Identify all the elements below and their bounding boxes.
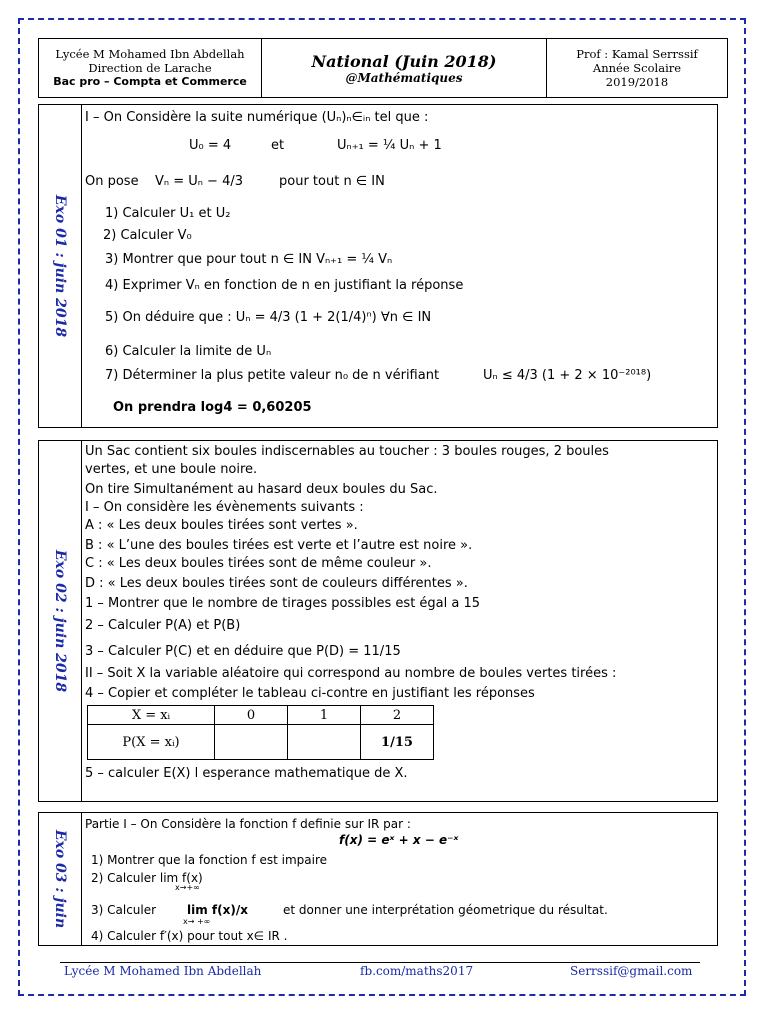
ex1-u0: U₀ = 4 xyxy=(189,138,232,153)
table-cell: P(X = xᵢ) xyxy=(88,725,215,760)
ex1-q7-inequality: Uₙ ≤ 4/3 (1 + 2 × 10⁻²⁰¹⁸) xyxy=(483,368,652,383)
ex2-q2: 2 – Calculer P(A) et P(B) xyxy=(85,618,241,633)
ex2-event-c: C : « Les deux boules tirées sont de même couleur ». xyxy=(85,556,432,571)
ex1-intro: I – On Considère la suite numérique (Uₙ)ₙ∈ᵢₙ tel que : xyxy=(85,110,429,125)
ex1-et: et xyxy=(271,138,285,153)
table-cell: 1/15 xyxy=(361,725,434,760)
ex1-vn: Vₙ = Uₙ − 4/3 xyxy=(155,174,244,189)
ex1-q4: 4) Exprimer Vₙ en fonction de n en justifiant la réponse xyxy=(105,278,464,293)
probability-table xyxy=(87,705,434,760)
ex1-log-hint: On prendra log4 = 0,60205 xyxy=(113,400,312,415)
ex1-q7: 7) Déterminer la plus petite valeur n₀ de n vérifiant xyxy=(105,368,440,383)
ex1-q3: 3) Montrer que pour tout n ∈ IN Vₙ₊₁ = ¼ Vₙ xyxy=(105,252,393,267)
ex3-q1: 1) Montrer que la fonction f est impaire xyxy=(91,853,328,867)
ex3-function: f(x) = eˣ + x − e⁻ˣ xyxy=(339,833,459,847)
ex2-q5: 5 – calculer E(X) l esperance mathematique de X. xyxy=(85,766,408,781)
table-cell: 2 xyxy=(361,706,434,725)
class-name: Bac pro – Compta et Commerce xyxy=(53,75,247,88)
ex1-pose: On pose xyxy=(85,174,139,189)
ex2-line2: vertes, et une boule noire. xyxy=(85,462,258,477)
doc-title: National (Juin 2018) xyxy=(311,51,497,71)
footer-school: Lycée M Mohamed Ibn Abdellah xyxy=(64,964,262,978)
header-left xyxy=(39,39,262,97)
footer-email-link[interactable]: Serrssif@gmail.com xyxy=(570,964,693,978)
ex2-line3: On tire Simultanément au hasard deux boules du Sac. xyxy=(85,482,438,497)
ex3-intro: Partie I – On Considère la fonction f definie sur IR par : xyxy=(85,817,411,831)
ex3-q2: 2) Calculer lim f(x) xyxy=(91,871,203,885)
school-year: 2019/2018 xyxy=(605,75,669,89)
ex1-q6: 6) Calculer la limite de Uₙ xyxy=(105,344,272,359)
exercise-2-label: Exo 02 : juin 2018 xyxy=(52,549,68,693)
ex2-part1: I – On considère les évènements suivants : xyxy=(85,500,364,515)
ex3-q2-sub: x→+∞ xyxy=(175,883,200,892)
ex3-q4: 4) Calculer f′(x) pour tout x∈ IR . xyxy=(91,929,288,943)
direction: Direction de Larache xyxy=(88,61,212,75)
ex1-q2: 2) Calculer V₀ xyxy=(103,228,192,243)
ex2-event-d: D : « Les deux boules tirées sont de couleurs différentes ». xyxy=(85,576,468,591)
exercise-2 xyxy=(38,440,718,802)
exercise-1-label: Exo 01 : juin 2018 xyxy=(52,194,68,338)
exercise-3-side xyxy=(39,813,82,945)
ex2-q3: 3 – Calculer P(C) et en déduire que P(D) = 11/15 xyxy=(85,644,401,659)
exercise-2-side xyxy=(39,441,82,801)
ex3-q3: 3) Calculer xyxy=(91,903,157,917)
footer-facebook-link[interactable]: fb.com/maths2017 xyxy=(360,964,474,978)
header-right xyxy=(547,39,727,97)
ex3-q3-limit: lim f(x)/x xyxy=(187,903,248,917)
school-name: Lycée M Mohamed Ibn Abdellah xyxy=(55,47,245,61)
table-row xyxy=(88,706,434,725)
table-cell: X = xᵢ xyxy=(88,706,215,725)
ex3-q3-rest: et donner une interprétation géometrique du résultat. xyxy=(283,903,608,917)
year-label: Année Scolaire xyxy=(592,61,682,75)
ex2-event-b: B : « L’une des boules tirées est verte et l’autre est noire ». xyxy=(85,538,473,553)
ex2-event-a: A : « Les deux boules tirées sont vertes ». xyxy=(85,518,358,533)
ex1-pour-tout: pour tout n ∈ IN xyxy=(279,174,385,189)
ex1-q5: 5) On déduire que : Uₙ = 4/3 (1 + 2(1/4)ⁿ) ∀n ∈ IN xyxy=(105,310,432,325)
ex1-q1: 1) Calculer U₁ et U₂ xyxy=(105,206,231,221)
exercise-3 xyxy=(38,812,718,946)
ex3-q3-sub: x→ +∞ xyxy=(183,917,211,926)
exercise-3-label: Exo 03 : juin xyxy=(52,829,68,929)
ex2-q1: 1 – Montrer que le nombre de tirages possibles est égal a 15 xyxy=(85,596,481,611)
ex2-part2: II – Soit X la variable aléatoire qui correspond au nombre de boules vertes tirées : xyxy=(85,666,617,681)
header xyxy=(38,38,728,98)
table-cell: 1 xyxy=(288,706,361,725)
footer xyxy=(60,962,700,981)
table-cell: 0 xyxy=(215,706,288,725)
doc-subtitle: @Mathématiques xyxy=(345,70,463,85)
table-row xyxy=(88,725,434,760)
table-cell xyxy=(215,725,288,760)
ex2-line1: Un Sac contient six boules indiscernables au toucher : 3 boules rouges, 2 boules xyxy=(85,444,609,459)
ex2-q4: 4 – Copier et compléter le tableau ci-contre en justifiant les réponses xyxy=(85,686,535,701)
header-middle xyxy=(262,39,547,97)
exercise-1 xyxy=(38,104,718,428)
table-cell xyxy=(288,725,361,760)
ex1-recurrence: Uₙ₊₁ = ¼ Uₙ + 1 xyxy=(337,138,442,153)
prof-name: Prof : Kamal Serrssif xyxy=(576,47,698,61)
exercise-1-side xyxy=(39,105,82,427)
